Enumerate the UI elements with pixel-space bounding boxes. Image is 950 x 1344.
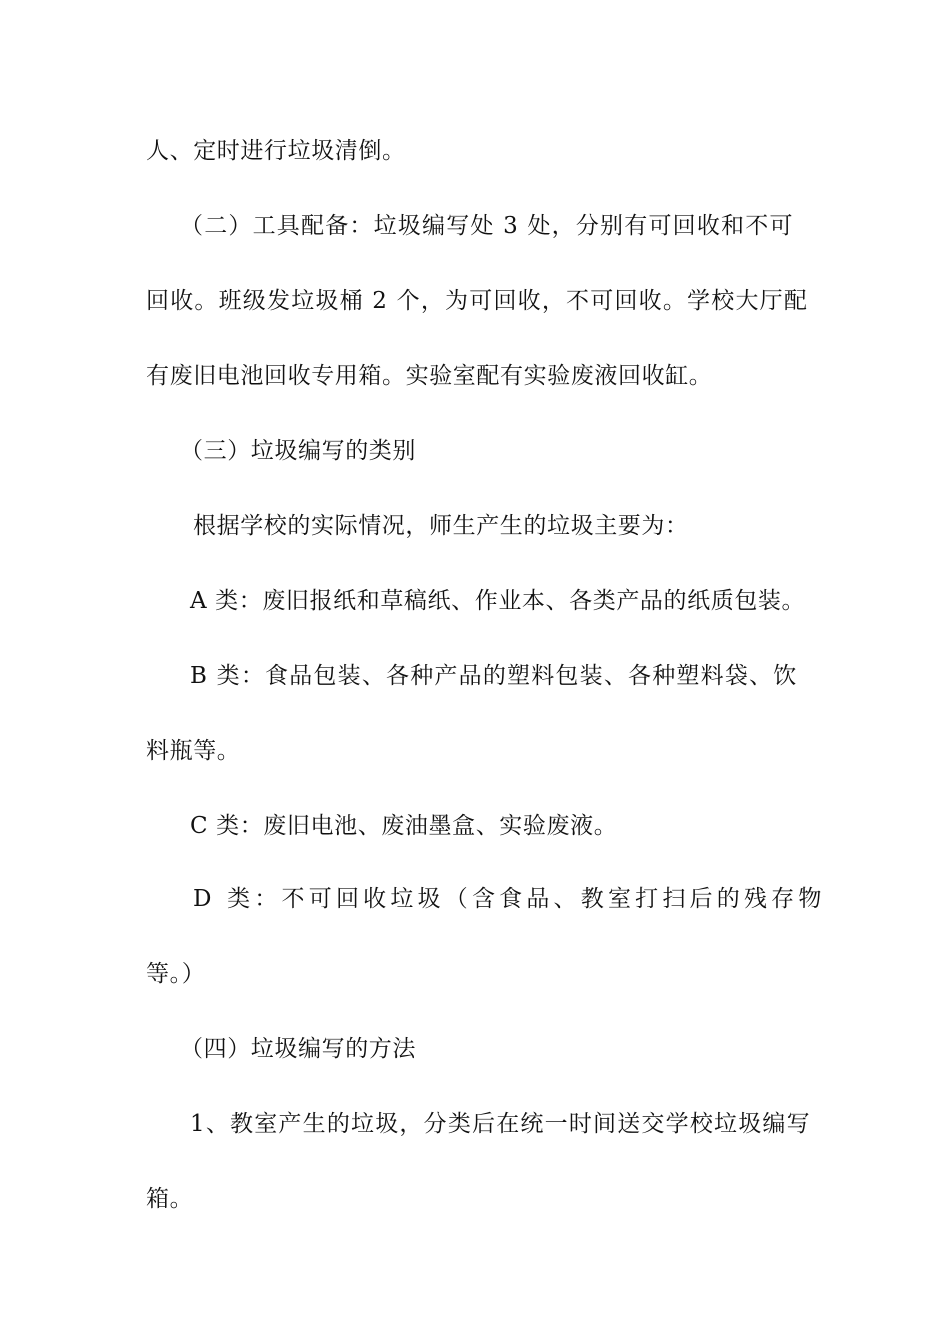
paragraph-line: 回收。班级发垃圾桶 2 个，为可回收，不可回收。学校大厅配 — [146, 288, 809, 314]
paragraph-line: （二）工具配备：垃圾编写处 3 处，分别有可回收和不可 — [180, 213, 794, 239]
paragraph-line: 根据学校的实际情况，师生产生的垃圾主要为： — [193, 513, 689, 539]
list-item: A 类：废旧报纸和草稿纸、作业本、各类产品的纸质包装。 — [190, 588, 806, 614]
paragraph-line: 人、定时进行垃圾清倒。 — [146, 138, 406, 164]
list-item: C 类：废旧电池、废油墨盒、实验废液。 — [190, 813, 618, 839]
paragraph-line: 料瓶等。 — [146, 738, 241, 764]
section-heading: （三）垃圾编写的类别 — [180, 438, 416, 464]
list-item: B 类：食品包装、各种产品的塑料包装、各种塑料袋、饮 — [190, 663, 798, 689]
paragraph-line: 等。） — [146, 961, 206, 987]
paragraph-line: 箱。 — [146, 1186, 194, 1212]
section-heading: （四）垃圾编写的方法 — [180, 1036, 416, 1062]
list-item: 1、教室产生的垃圾，分类后在统一时间送交学校垃圾编写 — [190, 1111, 811, 1137]
paragraph-line: 有废旧电池回收专用箱。实验室配有实验废液回收缸。 — [146, 363, 713, 389]
list-item: D 类：不可回收垃圾（含食品、教室打扫后的残存物 — [193, 886, 826, 912]
